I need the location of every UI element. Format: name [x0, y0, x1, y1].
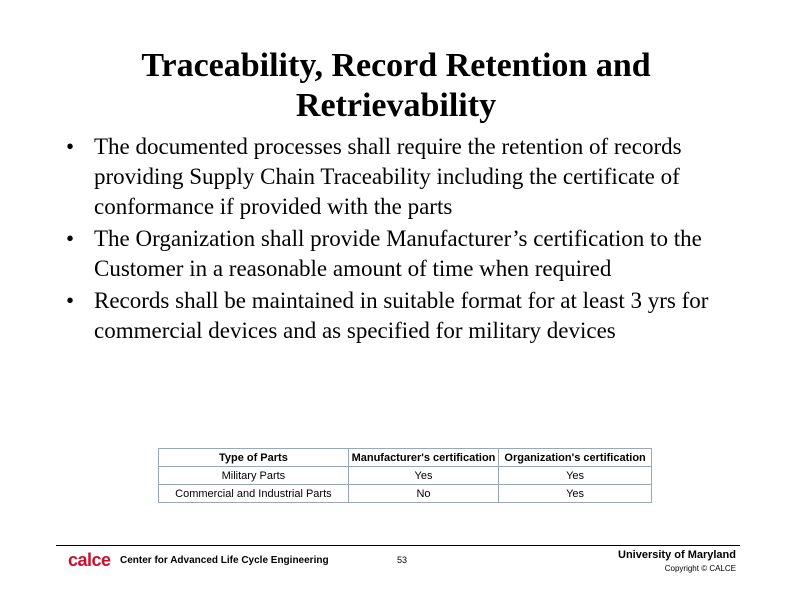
page-number: 53 [396, 555, 407, 565]
table-cell: Yes [348, 467, 498, 485]
header-type-of-parts: Type of Parts [159, 449, 349, 467]
bullet-text: The documented processes shall require the retention of records providing Supply Chain Traceability including the certificate of conformance if provided with the parts [94, 134, 682, 219]
table-header-row [159, 449, 652, 467]
header-organization-cert: Organization's certification [499, 449, 652, 467]
slide-title [60, 46, 732, 126]
table-cell: Commercial and Industrial Parts [159, 485, 349, 503]
table-cell: Yes [499, 485, 652, 503]
bullet-icon: • [66, 288, 75, 313]
center-name: Center for Advanced Life Cycle Engineering [120, 555, 329, 566]
bullet-text: Records shall be maintained in suitable format for at least 3 yrs for commercial devices and as specified for military devices [94, 288, 709, 343]
table-row [159, 467, 652, 485]
bullet-icon: • [66, 226, 75, 251]
title-line-1: Traceability, Record Retention and [141, 47, 651, 84]
footer-divider [56, 545, 740, 546]
header-manufacturer-cert: Manufacturer's certification [348, 449, 498, 467]
bullet-icon: • [66, 134, 75, 159]
bullet-item [66, 224, 746, 284]
certification-table [158, 448, 652, 502]
calce-logo: calce [68, 550, 111, 570]
bullet-item [66, 286, 746, 346]
university-name: University of Maryland [618, 549, 736, 561]
table-row [159, 485, 652, 503]
table-cell: No [348, 485, 498, 503]
copyright-notice: Copyright © CALCE [664, 564, 736, 573]
table-cell: Yes [499, 467, 652, 485]
bullet-item [66, 132, 746, 222]
bullet-list [66, 132, 746, 348]
title-line-2: Retrievability [295, 87, 497, 124]
bullet-text: The Organization shall provide Manufacturer’s certification to the Customer in a reasonable amount of time when required [94, 226, 702, 281]
table-cell: Military Parts [159, 467, 349, 485]
